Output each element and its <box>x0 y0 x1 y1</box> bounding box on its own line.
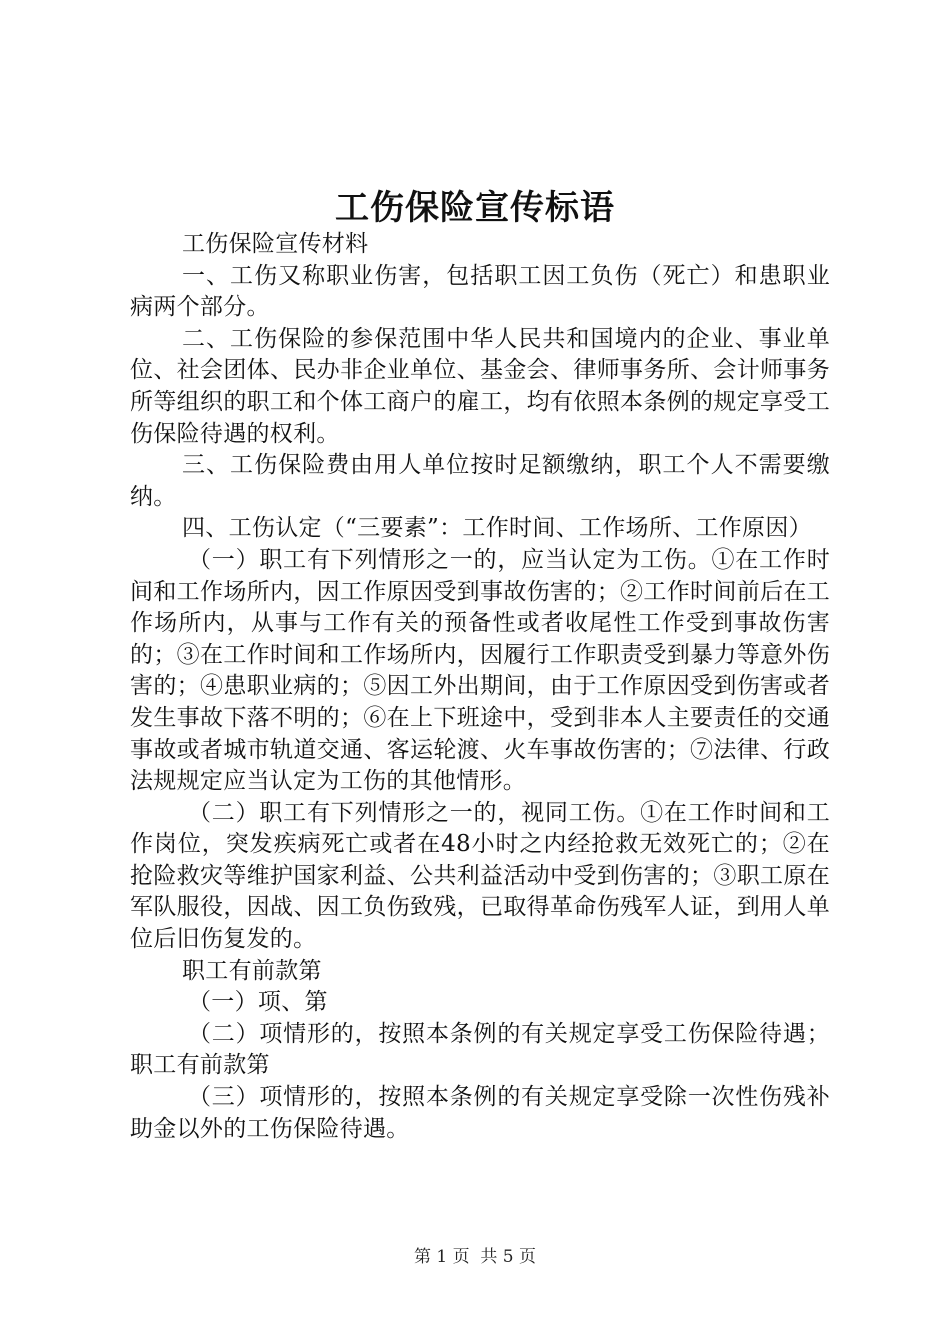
paragraph-section-3: 三、工伤保险费由用人单位按时足额缴纳，职工个人不需要缴纳。 <box>130 452 830 510</box>
paragraph-clause-3: （三）项情形的，按照本条例的有关规定享受除一次性伤残补助金以外的工伤保险待遇。 <box>130 1084 830 1142</box>
page-footer <box>0 1245 950 1269</box>
document-title: 工伤保险宣传标语 <box>335 188 615 228</box>
paragraph-clause-2: （二）项情形的，按照本条例的有关规定享受工伤保险待遇；职工有前款第 <box>130 1020 830 1079</box>
paragraph-section-2: 二、工伤保险的参保范围中华人民共和国境内的企业、事业单位、社会团体、民办非企业单位、基金会、律师事务所、会计师事务所等组织的职工和个体工商户的雇工，均有依照本条例的规定享受工伤保险待遇的权利。 <box>130 325 830 447</box>
paragraph-section-4: 四、工伤认定（“三要素”：工作时间、工作场所、工作原因） <box>182 515 812 542</box>
paragraph-item-1: （一）职工有下列情形之一的，应当认定为工伤。①在工作时间和工作场所内，因工作原因受到事故伤害的；②工作时间前后在工作场所内，从事与工作有关的预备性或者收尾性工作受到事故伤害的；③在工作时间和工作场所内，因履行工作职责受到暴力等意外伤害的；④患职业病的；⑤因工外出期间，由于工作原因受到伤害或者发生事故下落不明的；⑥在上下班途中，受到非本人主要责任的交通事故或者城市轨道交通、客运轮渡、火车事故伤害的；⑦法律、行政法规规定应当认定为工伤的其他情形。 <box>130 546 830 795</box>
paragraph-item-2: （二）职工有下列情形之一的，视同工伤。①在工作时间和工作岗位，突发疾病死亡或者在48小时之内经抢救无效死亡的；②在抢险救灾等维护国家利益、公共利益活动中受到伤害的；③职工原在军队服役，因战、因工负伤致残，已取得革命伤残军人证，到用人单位后旧伤复发的。 <box>130 799 830 953</box>
paragraph-clause-1: （一）项、第 <box>188 989 328 1016</box>
paragraph-section-1: 一、工伤又称职业伤害，包括职工因工负伤（死亡）和患职业病两个部分。 <box>130 262 830 321</box>
page-number: 第 1 页 共 5 页 <box>413 1247 537 1267</box>
document-body <box>130 229 830 1145</box>
paragraph-subtitle: 工伤保险宣传材料 <box>182 231 369 257</box>
paragraph-clause-intro: 职工有前款第 <box>182 957 322 984</box>
